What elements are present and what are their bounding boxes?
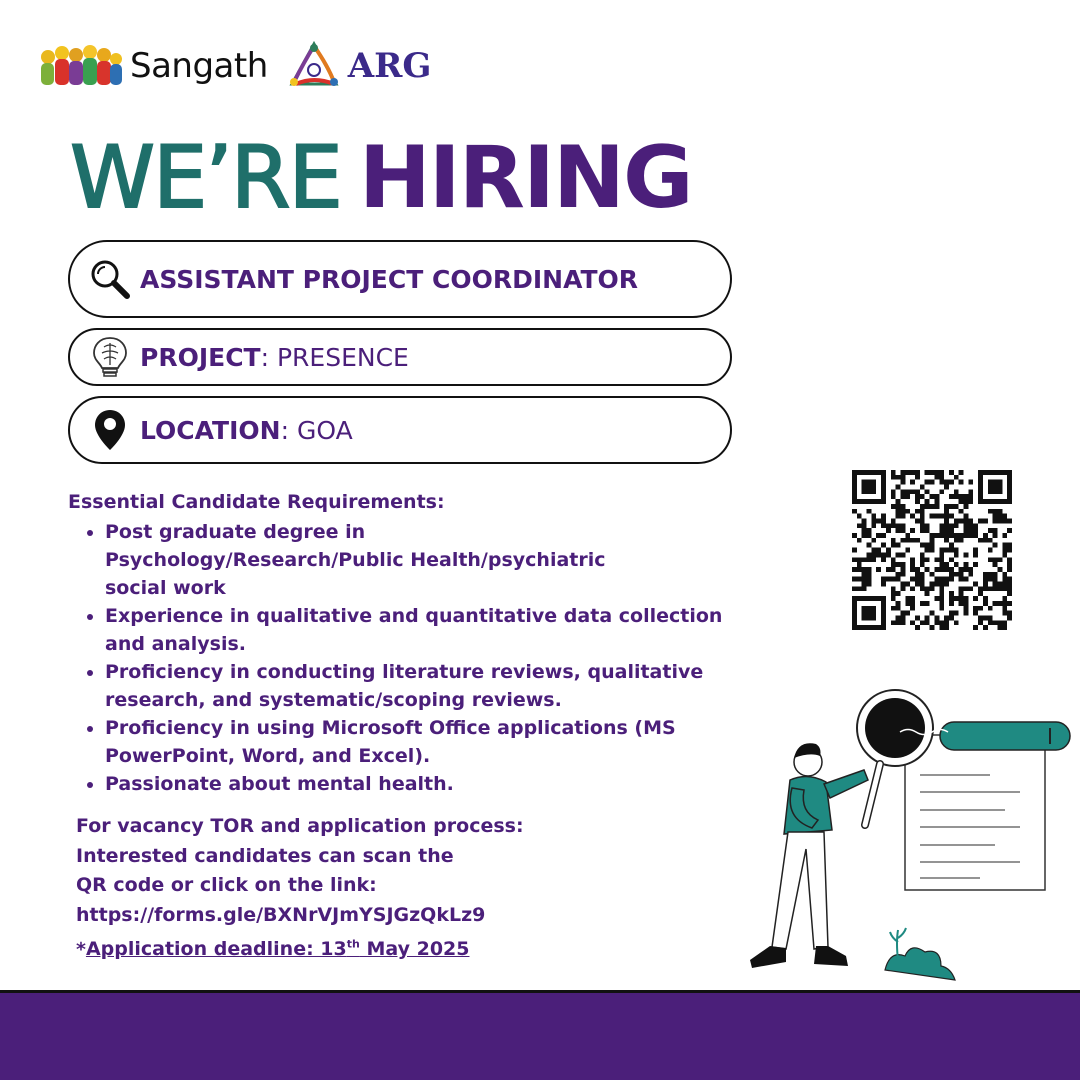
sangath-logo bbox=[38, 43, 124, 89]
requirement-item: • Proficiency in conducting literature reviews, qualitative research, and systematic/scoping reviews. bbox=[105, 658, 788, 714]
magnifier-icon bbox=[86, 255, 134, 303]
requirements-list bbox=[68, 518, 788, 798]
application-link[interactable]: https://forms.gle/BXNrVJmYSJGzQkLz9 bbox=[76, 903, 486, 926]
contact-line-3: QR code or click on the link: bbox=[76, 874, 377, 896]
contact-line-1: For vacancy TOR and application process: bbox=[76, 815, 524, 837]
location-value: GOA bbox=[296, 415, 353, 445]
project-value: PRESENCE bbox=[276, 342, 409, 372]
headline-hiring: HIRING bbox=[358, 128, 692, 228]
logo-row bbox=[38, 40, 431, 92]
location-label: LOCATION bbox=[140, 415, 281, 445]
headline-were: WE’RE bbox=[70, 128, 341, 228]
magnifier-person-illustration bbox=[720, 680, 1080, 990]
sangath-wordmark: Sangath bbox=[130, 46, 268, 86]
location-line: LOCATION: GOA bbox=[140, 415, 353, 445]
job-title-pill bbox=[68, 240, 732, 318]
requirement-item: • Proficiency in using Microsoft Office applications (MS PowerPoint, Word, and Excel). bbox=[105, 714, 788, 770]
arg-wordmark: ARG bbox=[347, 46, 432, 86]
deadline: *Application deadline: 13th May 2025 bbox=[76, 938, 470, 961]
headline bbox=[70, 128, 692, 228]
project-label: PROJECT bbox=[140, 342, 261, 372]
requirements-heading: Essential Candidate Requirements: bbox=[68, 491, 445, 513]
brain-bulb-icon bbox=[86, 333, 134, 381]
requirement-item: • Passionate about mental health. bbox=[105, 770, 788, 798]
bottom-bar bbox=[0, 993, 1080, 1080]
job-title: ASSISTANT PROJECT COORDINATOR bbox=[140, 264, 639, 294]
project-line: PROJECT: PRESENCE bbox=[140, 342, 409, 372]
arg-logo-icon bbox=[284, 40, 344, 92]
requirements-section bbox=[68, 488, 788, 798]
location-pill bbox=[68, 396, 732, 464]
contact-section bbox=[76, 812, 596, 965]
requirement-item: • Post graduate degree in Psychology/Research/Public Health/psychiatric social work bbox=[105, 518, 788, 602]
contact-line-2: Interested candidates can scan the bbox=[76, 844, 454, 867]
location-pin-icon bbox=[86, 406, 134, 454]
qr-code[interactable] bbox=[852, 470, 1012, 630]
requirement-item: • Experience in qualitative and quantitative data collection and analysis. bbox=[105, 602, 788, 658]
project-pill bbox=[68, 328, 732, 386]
